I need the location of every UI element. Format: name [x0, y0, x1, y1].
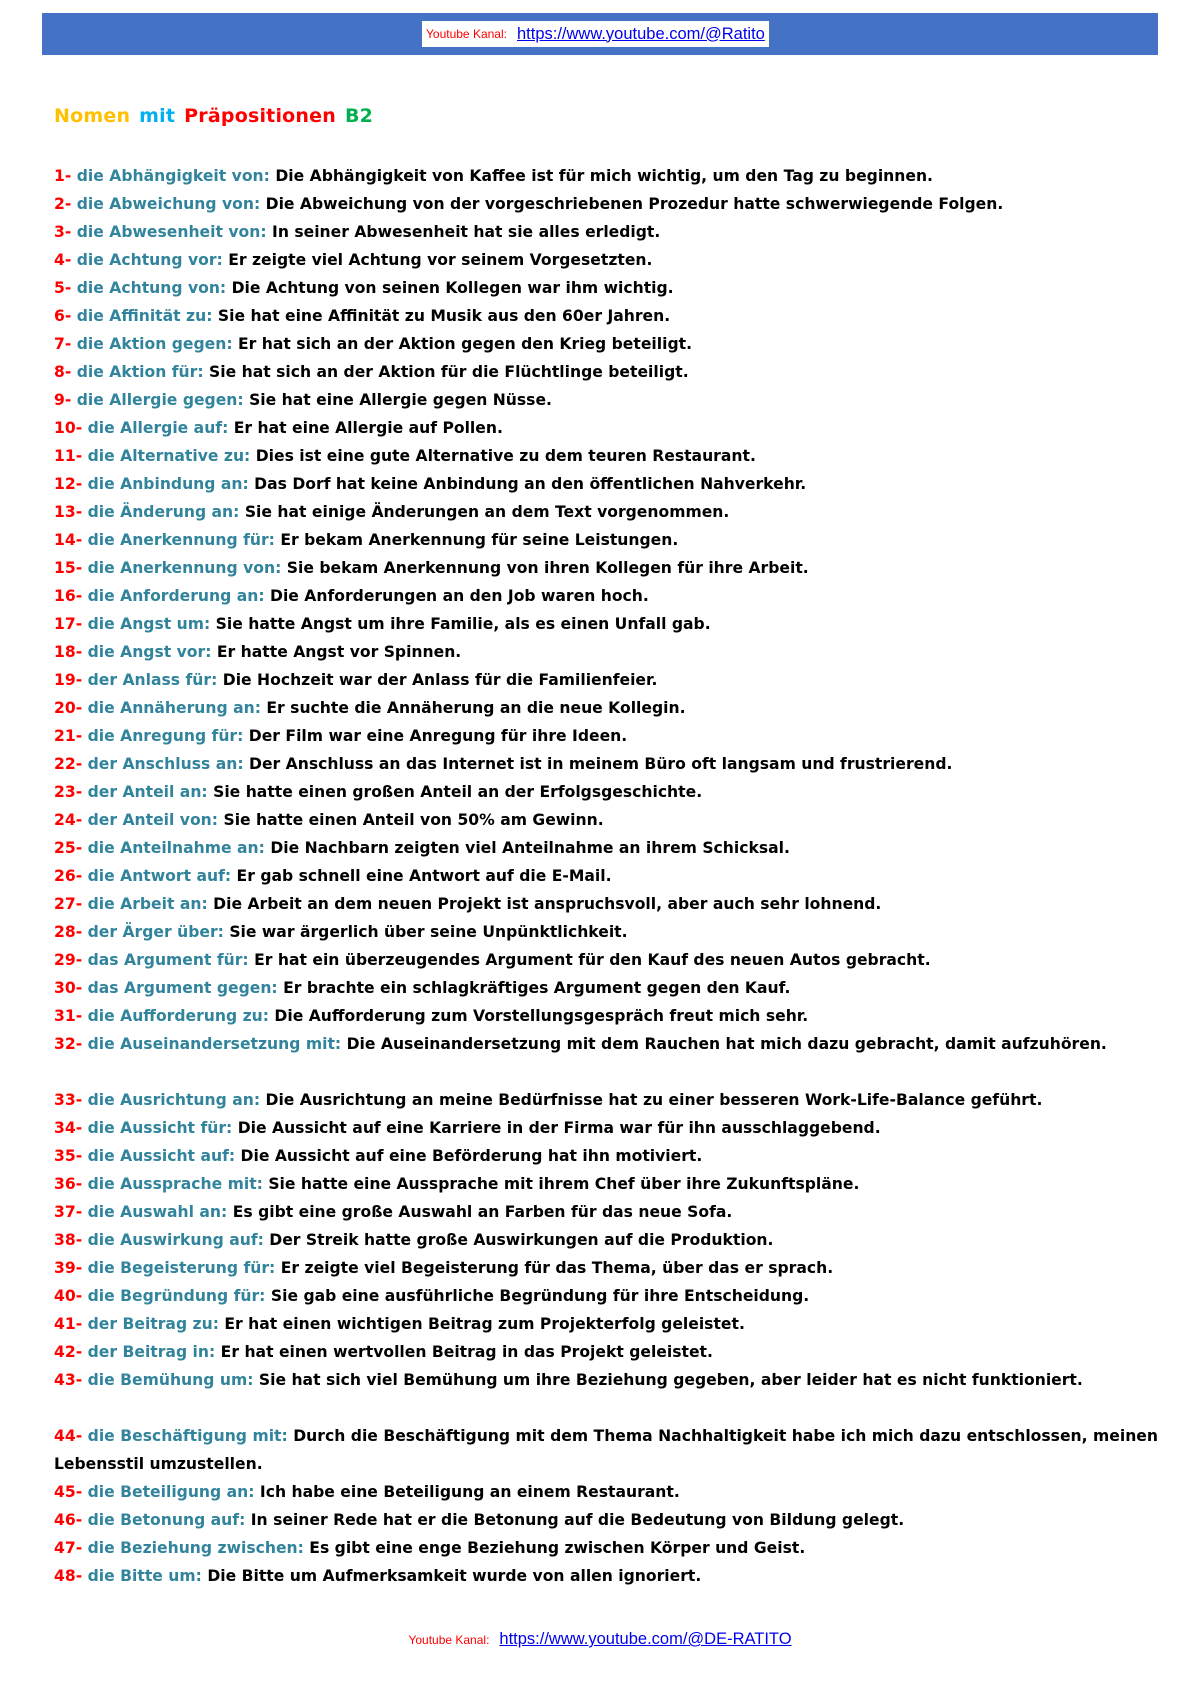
entry-sentence: Er gab schnell eine Antwort auf die E-Mail.	[236, 867, 612, 885]
entry-noun: die Anforderung an:	[87, 587, 265, 605]
entry-noun: die Aussprache mit:	[87, 1175, 263, 1193]
entry-number: 48-	[54, 1567, 83, 1585]
entry-noun: die Affinität zu:	[76, 307, 213, 325]
list-item	[54, 1366, 1158, 1422]
entry-sentence: Dies ist eine gute Alternative zu dem teuren Restaurant.	[255, 447, 756, 465]
entry-sentence: Die Aussicht auf eine Karriere in der Firma war für ihn ausschlaggebend.	[237, 1119, 881, 1137]
entry-sentence: Sie gab eine ausführliche Begründung für ihre Entscheidung.	[270, 1287, 810, 1305]
list-item	[54, 1422, 1158, 1478]
entry-number: 23-	[54, 783, 83, 801]
entry-number: 44-	[54, 1427, 83, 1445]
entry-number: 14-	[54, 531, 83, 549]
entry-number: 4-	[54, 251, 72, 269]
entry-number: 32-	[54, 1035, 83, 1053]
entry-number: 12-	[54, 475, 83, 493]
list-item	[54, 1170, 1158, 1198]
entry-number: 38-	[54, 1231, 83, 1249]
page-title	[54, 104, 382, 128]
entry-number: 8-	[54, 363, 72, 381]
entry-noun: die Abweichung von:	[76, 195, 261, 213]
header-link-box	[422, 21, 769, 47]
entry-sentence: Die Ausrichtung an meine Bedürfnisse hat zu einer besseren Work-Life-Balance geführt.	[265, 1091, 1043, 1109]
entry-sentence: Er zeigte viel Achtung vor seinem Vorgesetzten.	[228, 251, 653, 269]
list-item	[54, 806, 1158, 834]
entry-sentence: Sie hat eine Affinität zu Musik aus den 60er Jahren.	[217, 307, 671, 325]
list-item	[54, 862, 1158, 890]
entry-number: 17-	[54, 615, 83, 633]
list-item	[54, 1506, 1158, 1534]
entry-noun: die Auswahl an:	[87, 1203, 228, 1221]
entry-sentence: Er hat sich an der Aktion gegen den Krieg beteiligt.	[238, 335, 692, 353]
entry-number: 41-	[54, 1315, 83, 1333]
entry-number: 33-	[54, 1091, 83, 1109]
entry-sentence: Der Film war eine Anregung für ihre Ideen.	[248, 727, 628, 745]
entry-number: 21-	[54, 727, 83, 745]
list-item	[54, 1142, 1158, 1170]
entry-noun: die Arbeit an:	[87, 895, 208, 913]
entry-noun: der Beitrag in:	[87, 1343, 216, 1361]
entry-noun: die Allergie auf:	[87, 419, 229, 437]
list-item	[54, 162, 1158, 190]
list-item	[54, 974, 1158, 1002]
list-item	[54, 386, 1158, 414]
entry-number: 35-	[54, 1147, 83, 1165]
entry-sentence: Die Abweichung von der vorgeschriebenen Prozedur hatte schwerwiegende Folgen.	[265, 195, 1004, 213]
list-item	[54, 834, 1158, 862]
entry-number: 24-	[54, 811, 83, 829]
entry-number: 10-	[54, 419, 83, 437]
entry-number: 43-	[54, 1371, 83, 1389]
entry-number: 34-	[54, 1119, 83, 1137]
entry-sentence: Er bekam Anerkennung für seine Leistungen.	[280, 531, 679, 549]
entry-sentence: Er hat einen wichtigen Beitrag zum Projekterfolg geleistet.	[224, 1315, 745, 1333]
entry-number: 1-	[54, 167, 72, 185]
list-item	[54, 274, 1158, 302]
entry-noun: der Ärger über:	[87, 923, 224, 941]
entry-list	[54, 162, 1158, 1590]
list-item	[54, 218, 1158, 246]
entry-noun: die Aufforderung zu:	[87, 1007, 269, 1025]
entry-noun: die Beschäftigung mit:	[87, 1427, 288, 1445]
list-item	[54, 246, 1158, 274]
entry-number: 26-	[54, 867, 83, 885]
entry-noun: die Alternative zu:	[87, 447, 251, 465]
entry-noun: der Beitrag zu:	[87, 1315, 219, 1333]
entry-sentence: Die Aufforderung zum Vorstellungsgespräch freut mich sehr.	[274, 1007, 809, 1025]
entry-sentence: Sie hatte einen Anteil von 50% am Gewinn.	[223, 811, 604, 829]
entry-number: 11-	[54, 447, 83, 465]
entry-sentence: Er hat einen wertvollen Beitrag in das Projekt geleistet.	[220, 1343, 713, 1361]
entry-sentence: Die Achtung von seinen Kollegen war ihm wichtig.	[231, 279, 674, 297]
entry-number: 45-	[54, 1483, 83, 1501]
list-item	[54, 1086, 1158, 1114]
entry-number: 13-	[54, 503, 83, 521]
entry-noun: die Änderung an:	[87, 503, 240, 521]
entry-sentence: Sie hatte einen großen Anteil an der Erfolgsgeschichte.	[213, 783, 703, 801]
entry-number: 36-	[54, 1175, 83, 1193]
entry-number: 5-	[54, 279, 72, 297]
list-item	[54, 1226, 1158, 1254]
list-item	[54, 890, 1158, 918]
entry-sentence: Sie hat sich viel Bemühung um ihre Beziehung gegeben, aber leider hat es nicht funktioniert.	[258, 1371, 1083, 1389]
entry-sentence: Die Nachbarn zeigten viel Anteilnahme an ihrem Schicksal.	[270, 839, 790, 857]
entry-sentence: Er zeigte viel Begeisterung für das Thema, über das er sprach.	[280, 1259, 834, 1277]
entry-noun: der Anlass für:	[87, 671, 218, 689]
list-item	[54, 750, 1158, 778]
entry-noun: der Anteil an:	[87, 783, 208, 801]
list-item	[54, 1198, 1158, 1226]
entry-noun: die Begeisterung für:	[87, 1259, 276, 1277]
entry-number: 19-	[54, 671, 83, 689]
list-item	[54, 778, 1158, 806]
footer	[0, 1630, 1200, 1649]
entry-number: 9-	[54, 391, 72, 409]
entry-number: 15-	[54, 559, 83, 577]
header-label: Youtube Kanal:	[426, 27, 507, 41]
entry-noun: die Anerkennung für:	[87, 531, 275, 549]
entry-noun: die Annäherung an:	[87, 699, 261, 717]
entry-noun: die Bitte um:	[87, 1567, 202, 1585]
list-item	[54, 1254, 1158, 1282]
entry-noun: die Abwesenheit von:	[76, 223, 267, 241]
entry-noun: das Argument gegen:	[87, 979, 278, 997]
entry-noun: die Beziehung zwischen:	[87, 1539, 304, 1557]
entry-sentence: Die Abhängigkeit von Kaffee ist für mich wichtig, um den Tag zu beginnen.	[275, 167, 933, 185]
footer-youtube-link[interactable]: https://www.youtube.com/@DE-RATITO	[499, 1630, 792, 1648]
entry-noun: die Begründung für:	[87, 1287, 266, 1305]
entry-noun: die Aktion gegen:	[76, 335, 233, 353]
entry-noun: die Anbindung an:	[87, 475, 249, 493]
list-item	[54, 1310, 1158, 1338]
entry-sentence: Ich habe eine Beteiligung an einem Restaurant.	[259, 1483, 680, 1501]
list-item	[54, 526, 1158, 554]
entry-number: 37-	[54, 1203, 83, 1221]
entry-noun: das Argument für:	[87, 951, 249, 969]
entry-sentence: Die Anforderungen an den Job waren hoch.	[270, 587, 649, 605]
entry-sentence: Es gibt eine große Auswahl an Farben für das neue Sofa.	[232, 1203, 733, 1221]
entry-sentence: Der Anschluss an das Internet ist in meinem Büro oft langsam und frustrierend.	[249, 755, 953, 773]
entry-sentence: Die Aussicht auf eine Beförderung hat ihn motiviert.	[240, 1147, 703, 1165]
list-item	[54, 1002, 1158, 1030]
title-part-level: B2	[344, 105, 374, 127]
entry-number: 7-	[54, 335, 72, 353]
entry-noun: die Auswirkung auf:	[87, 1231, 264, 1249]
list-item	[54, 1562, 1158, 1590]
entry-number: 22-	[54, 755, 83, 773]
list-item	[54, 470, 1158, 498]
header-bar	[42, 13, 1158, 55]
entry-noun: die Anerkennung von:	[87, 559, 282, 577]
entry-number: 2-	[54, 195, 72, 213]
entry-number: 47-	[54, 1539, 83, 1557]
entry-noun: die Anteilnahme an:	[87, 839, 265, 857]
list-item	[54, 190, 1158, 218]
entry-number: 42-	[54, 1343, 83, 1361]
list-item	[54, 414, 1158, 442]
title-part-praepositionen: Präpositionen	[184, 105, 336, 127]
entry-number: 39-	[54, 1259, 83, 1277]
entry-number: 46-	[54, 1511, 83, 1529]
list-item	[54, 610, 1158, 638]
entry-sentence: Die Auseinandersetzung mit dem Rauchen hat mich dazu gebracht, damit aufzuhören.	[346, 1035, 1107, 1053]
entry-number: 3-	[54, 223, 72, 241]
entry-noun: der Anschluss an:	[87, 755, 244, 773]
list-item	[54, 554, 1158, 582]
entry-sentence: Das Dorf hat keine Anbindung an den öffentlichen Nahverkehr.	[254, 475, 807, 493]
entry-sentence: Sie hatte eine Aussprache mit ihrem Chef über ihre Zukunftspläne.	[268, 1175, 860, 1193]
list-item	[54, 694, 1158, 722]
entry-sentence: In seiner Abwesenheit hat sie alles erledigt.	[272, 223, 661, 241]
list-item	[54, 722, 1158, 750]
entry-noun: die Achtung von:	[76, 279, 227, 297]
entry-noun: die Auseinandersetzung mit:	[87, 1035, 342, 1053]
entry-noun: die Beteiligung an:	[87, 1483, 255, 1501]
entry-sentence: Sie bekam Anerkennung von ihren Kollegen für ihre Arbeit.	[286, 559, 809, 577]
entry-sentence: Der Streik hatte große Auswirkungen auf die Produktion.	[269, 1231, 774, 1249]
entry-noun: der Anteil von:	[87, 811, 219, 829]
entry-noun: die Bemühung um:	[87, 1371, 254, 1389]
entry-sentence: Die Bitte um Aufmerksamkeit wurde von allen ignoriert.	[207, 1567, 702, 1585]
entry-sentence: Die Hochzeit war der Anlass für die Familienfeier.	[222, 671, 658, 689]
entry-noun: die Aussicht auf:	[87, 1147, 236, 1165]
entry-sentence: Es gibt eine enge Beziehung zwischen Körper und Geist.	[309, 1539, 806, 1557]
entry-sentence: Sie war ärgerlich über seine Unpünktlichkeit.	[229, 923, 628, 941]
list-item	[54, 1282, 1158, 1310]
entry-number: 40-	[54, 1287, 83, 1305]
entry-number: 29-	[54, 951, 83, 969]
entry-sentence: Die Arbeit an dem neuen Projekt ist anspruchsvoll, aber auch sehr lohnend.	[213, 895, 882, 913]
entry-sentence: Er hat ein überzeugendes Argument für den Kauf des neuen Autos gebracht.	[254, 951, 931, 969]
header-youtube-link[interactable]: https://www.youtube.com/@Ratito	[516, 24, 765, 43]
entry-sentence: Er hatte Angst vor Spinnen.	[216, 643, 462, 661]
entry-sentence: Er hat eine Allergie auf Pollen.	[233, 419, 503, 437]
list-item	[54, 498, 1158, 526]
entry-noun: die Ausrichtung an:	[87, 1091, 261, 1109]
entry-noun: die Allergie gegen:	[76, 391, 244, 409]
entry-sentence: In seiner Rede hat er die Betonung auf die Bedeutung von Bildung gelegt.	[250, 1511, 905, 1529]
entry-sentence: Er brachte ein schlagkräftiges Argument gegen den Kauf.	[283, 979, 791, 997]
title-part-nomen: Nomen	[54, 105, 131, 127]
list-item	[54, 1478, 1158, 1506]
entry-number: 25-	[54, 839, 83, 857]
list-item	[54, 666, 1158, 694]
entry-number: 27-	[54, 895, 83, 913]
entry-sentence: Sie hat eine Allergie gegen Nüsse.	[249, 391, 552, 409]
entry-noun: die Anregung für:	[87, 727, 244, 745]
list-item	[54, 1030, 1158, 1086]
list-item	[54, 1338, 1158, 1366]
entry-noun: die Antwort auf:	[87, 867, 232, 885]
footer-label: Youtube Kanal:	[408, 1632, 490, 1647]
entry-noun: die Aktion für:	[76, 363, 204, 381]
entry-noun: die Aussicht für:	[87, 1119, 233, 1137]
entry-noun: die Betonung auf:	[87, 1511, 246, 1529]
list-item	[54, 302, 1158, 330]
entry-number: 31-	[54, 1007, 83, 1025]
entry-sentence: Sie hat einige Änderungen an dem Text vorgenommen.	[244, 503, 730, 521]
entry-noun: die Achtung vor:	[76, 251, 223, 269]
entry-sentence: Er suchte die Annäherung an die neue Kollegin.	[266, 699, 686, 717]
entry-noun: die Angst um:	[87, 615, 211, 633]
entry-number: 16-	[54, 587, 83, 605]
list-item	[54, 1534, 1158, 1562]
list-item	[54, 918, 1158, 946]
list-item	[54, 442, 1158, 470]
entry-number: 28-	[54, 923, 83, 941]
entry-sentence: Sie hat sich an der Aktion für die Flüchtlinge beteiligt.	[209, 363, 689, 381]
title-part-mit: mit	[139, 105, 176, 127]
list-item	[54, 330, 1158, 358]
list-item	[54, 582, 1158, 610]
entry-noun: die Abhängigkeit von:	[76, 167, 270, 185]
list-item	[54, 638, 1158, 666]
list-item	[54, 946, 1158, 974]
entry-noun: die Angst vor:	[87, 643, 212, 661]
entry-number: 6-	[54, 307, 72, 325]
list-item	[54, 358, 1158, 386]
entry-sentence: Durch die Beschäftigung mit dem Thema Nachhaltigkeit habe ich mich dazu entschlossen, meinen Lebensstil umzustellen.	[54, 1427, 1158, 1473]
entry-number: 20-	[54, 699, 83, 717]
entry-sentence: Sie hatte Angst um ihre Familie, als es einen Unfall gab.	[215, 615, 711, 633]
entry-number: 30-	[54, 979, 83, 997]
list-item	[54, 1114, 1158, 1142]
entry-number: 18-	[54, 643, 83, 661]
